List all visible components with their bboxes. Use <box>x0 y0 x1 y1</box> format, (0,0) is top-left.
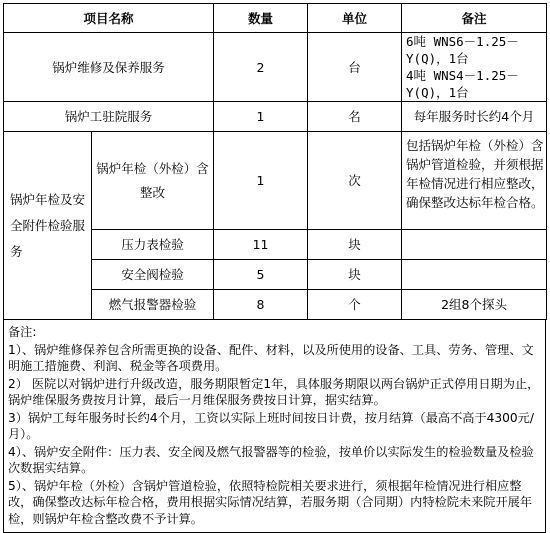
table-row <box>4 102 547 132</box>
group-item-name: 燃气报警器检验 <box>92 290 214 320</box>
group-name: 锅炉年检及安全附件检验服务 <box>4 132 92 320</box>
group-item-qty: 1 <box>214 132 308 230</box>
note-item: 3）锅炉工每年服务时长约4个月，工资以实际上班时间按日计费，按月结算（最高不高于4300元/月）。 <box>8 410 534 441</box>
notes-title: 备注: <box>8 325 37 339</box>
group-item-qty: 8 <box>214 290 308 320</box>
group-item-name: 压力表检验 <box>92 230 214 260</box>
note-item: 1）、锅炉维修保养包含所需更换的设备、配件、材料，以及所使用的设备、工具、劳务、管理、文明施工措施费、利润、税金等各项费用。 <box>8 342 534 373</box>
row-unit: 名 <box>308 102 402 132</box>
table-row <box>4 132 547 230</box>
header-remark: 备注 <box>402 4 547 33</box>
service-table-document <box>3 3 546 533</box>
group-item-remark <box>402 260 547 290</box>
row-name: 锅炉维修及保养服务 <box>4 33 214 102</box>
group-item-qty: 5 <box>214 260 308 290</box>
note-item: 2） 医院以对锅炉进行升级改造，服务期限暂定1年，具体服务期限以两台锅炉正式停用日期为止，锅炉维保服务费按月计算，最后一月维保服务费按日计算，据实结算。 <box>8 376 540 407</box>
remark-line: 4吨 WNS4－1.25－Y(Q)，1台 <box>406 68 519 100</box>
row-unit: 台 <box>308 33 402 102</box>
group-item-unit: 次 <box>308 132 402 230</box>
header-project-name: 项目名称 <box>4 4 214 33</box>
row-qty: 2 <box>214 33 308 102</box>
row-remark <box>402 33 547 102</box>
group-item-remark <box>402 230 547 260</box>
remark-line: 6吨 WNS6－1.25－Y(Q)，1台 <box>406 34 519 66</box>
header-unit: 单位 <box>308 4 402 33</box>
group-item-unit: 块 <box>308 230 402 260</box>
group-item-qty: 11 <box>214 230 308 260</box>
group-item-remark: 包括锅炉年检（外检）含锅炉管道检验，并须根据年检情况进行相应整改，确保整改达标年检合格。 <box>402 132 547 230</box>
group-item-name: 锅炉年检（外检）含整改 <box>92 132 214 230</box>
note-item: 4）、锅炉安全附件：压力表、安全阀及燃气报警器等的检验，按单价以实际发生的检验数量及检验次数据实结算。 <box>8 444 534 475</box>
group-item-unit: 块 <box>308 260 402 290</box>
row-remark: 每年服务时长约4个月 <box>402 102 547 132</box>
service-table <box>3 3 547 320</box>
row-name: 锅炉工驻院服务 <box>4 102 214 132</box>
group-item-name: 安全阀检验 <box>92 260 214 290</box>
note-item: 5）、锅炉年检（外检）含锅炉管道检验，依照特检院相关要求进行，须根据年检情况进行相应整改，确保整改达标年检合格，费用根据实际情况结算，若服务期（合同期）内特检院未来院开展年检，则锅炉年检含整改费不予计算。 <box>8 478 533 526</box>
table-row <box>4 33 547 102</box>
table-header-row <box>4 4 547 33</box>
group-item-unit: 个 <box>308 290 402 320</box>
header-quantity: 数量 <box>214 4 308 33</box>
group-item-remark: 2组8个探头 <box>402 290 547 320</box>
row-qty: 1 <box>214 102 308 132</box>
notes-section <box>3 320 546 533</box>
